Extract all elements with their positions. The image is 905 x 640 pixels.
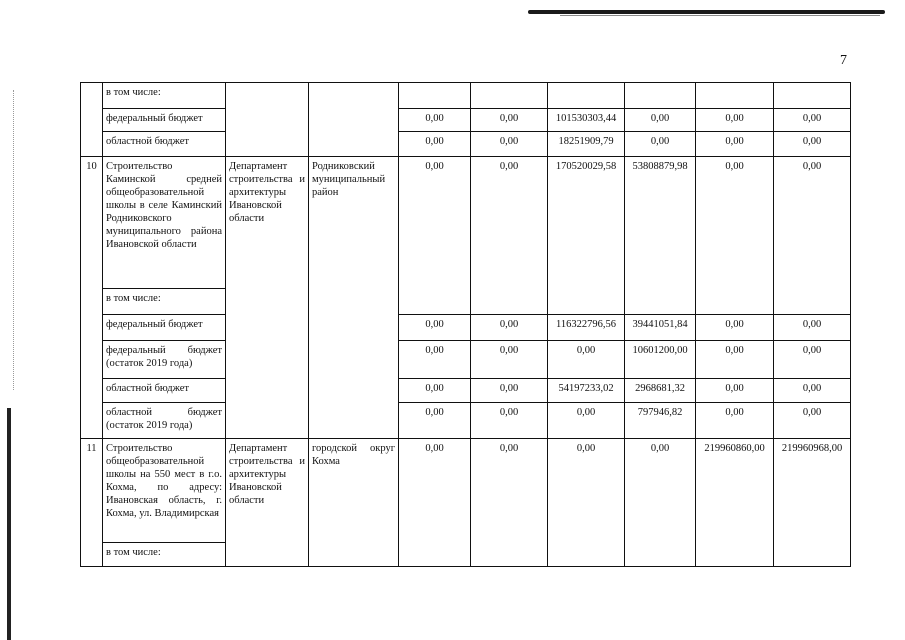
value-cell: 0,00 (471, 379, 548, 403)
budget-table (80, 82, 851, 567)
row-label: в том числе: (103, 543, 226, 567)
value-cell: 0,00 (399, 109, 471, 132)
number-cell (81, 83, 103, 157)
value-cell: 219960860,00 (696, 439, 774, 567)
item-name: Строительство общеобразовательной школы на 550 мест в г.о. Кохма, по адресу: Ивановская область, г. Кохма, ул. Владимирская (103, 439, 226, 543)
value-cell: 53808879,98 (625, 157, 696, 315)
value-cell: 0,00 (625, 132, 696, 157)
value-cell: 0,00 (696, 157, 774, 315)
item-number: 11 (81, 439, 103, 567)
table-row (81, 109, 851, 132)
value-cell (774, 83, 851, 109)
item-territory: Родниковский муниципальный район (309, 157, 399, 439)
value-cell: 0,00 (471, 109, 548, 132)
row-label: федеральный бюджет (остаток 2019 года) (103, 341, 226, 379)
value-cell (399, 83, 471, 109)
value-cell: 101530303,44 (548, 109, 625, 132)
value-cell: 170520029,58 (548, 157, 625, 315)
value-cell: 0,00 (471, 341, 548, 379)
table-row (81, 83, 851, 109)
value-cell: 2968681,32 (625, 379, 696, 403)
item-customer: Департамент строительства и архитектуры Ивановской области (226, 439, 309, 567)
value-cell: 0,00 (548, 439, 625, 567)
value-cell: 0,00 (696, 403, 774, 439)
row-label: областной бюджет (остаток 2019 года) (103, 403, 226, 439)
item-name: Строительство Каминской средней общеобразовательной школы в селе Каминский Родниковского муниципального района Ивановской области (103, 157, 226, 289)
value-cell: 0,00 (774, 341, 851, 379)
value-cell (625, 83, 696, 109)
value-cell (696, 83, 774, 109)
value-cell: 0,00 (774, 379, 851, 403)
value-cell: 54197233,02 (548, 379, 625, 403)
scan-artifact-line-thin (560, 15, 880, 16)
row-label: в том числе: (103, 83, 226, 109)
value-cell: 0,00 (471, 403, 548, 439)
value-cell: 0,00 (696, 341, 774, 379)
row-label: областной бюджет (103, 132, 226, 157)
value-cell (548, 83, 625, 109)
table-row-item-10 (81, 157, 851, 289)
value-cell: 0,00 (471, 132, 548, 157)
table-row (81, 132, 851, 157)
table-row (81, 315, 851, 341)
table-row (81, 403, 851, 439)
value-cell: 0,00 (399, 439, 471, 567)
value-cell: 0,00 (696, 315, 774, 341)
value-cell: 0,00 (548, 403, 625, 439)
value-cell: 0,00 (774, 403, 851, 439)
value-cell: 0,00 (399, 132, 471, 157)
value-cell (471, 83, 548, 109)
table-row (81, 379, 851, 403)
value-cell: 116322796,56 (548, 315, 625, 341)
value-cell: 0,00 (774, 109, 851, 132)
value-cell: 0,00 (625, 439, 696, 567)
value-cell: 0,00 (399, 403, 471, 439)
value-cell: 0,00 (399, 341, 471, 379)
value-cell: 0,00 (696, 379, 774, 403)
scan-artifact-line (528, 10, 885, 14)
item-number: 10 (81, 157, 103, 439)
value-cell: 0,00 (399, 157, 471, 315)
scan-artifact-bar (7, 408, 11, 640)
value-cell: 18251909,79 (548, 132, 625, 157)
value-cell: 0,00 (548, 341, 625, 379)
item-customer: Департамент строительства и архитектуры Ивановской области (226, 157, 309, 439)
value-cell: 0,00 (774, 132, 851, 157)
row-label: федеральный бюджет (103, 315, 226, 341)
value-cell: 0,00 (625, 109, 696, 132)
value-cell: 0,00 (696, 132, 774, 157)
row-label: в том числе: (103, 289, 226, 315)
scan-artifact-dots (13, 90, 16, 390)
value-cell: 0,00 (696, 109, 774, 132)
value-cell: 219960968,00 (774, 439, 851, 567)
customer-cell (226, 83, 309, 157)
table-row-item-11 (81, 439, 851, 543)
value-cell: 0,00 (774, 157, 851, 315)
value-cell: 39441051,84 (625, 315, 696, 341)
row-label: областной бюджет (103, 379, 226, 403)
page-number: 7 (840, 53, 847, 68)
value-cell: 10601200,00 (625, 341, 696, 379)
row-label: федеральный бюджет (103, 109, 226, 132)
value-cell: 0,00 (774, 315, 851, 341)
value-cell: 0,00 (471, 315, 548, 341)
value-cell: 0,00 (471, 157, 548, 315)
item-territory: городской округ Кохма (309, 439, 399, 567)
value-cell: 0,00 (471, 439, 548, 567)
value-cell: 797946,82 (625, 403, 696, 439)
value-cell: 0,00 (399, 379, 471, 403)
territory-cell (309, 83, 399, 157)
value-cell: 0,00 (399, 315, 471, 341)
table-row (81, 341, 851, 379)
